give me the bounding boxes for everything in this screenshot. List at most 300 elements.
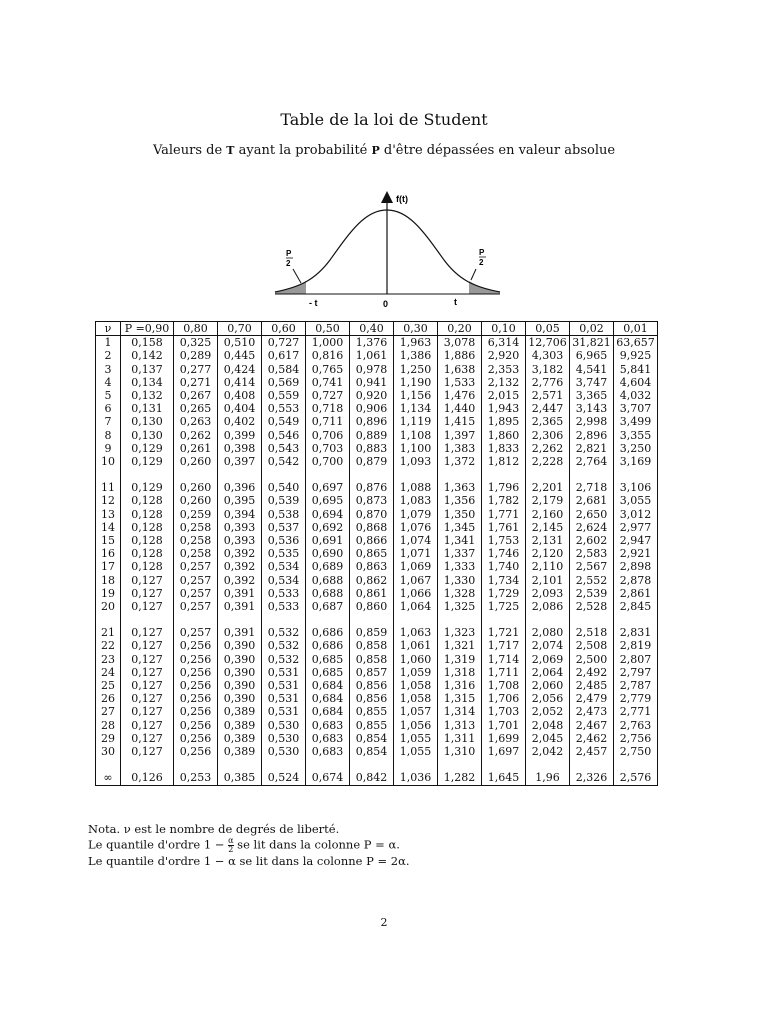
- value-cell: 0,127: [121, 626, 174, 639]
- value-cell: 0,127: [121, 653, 174, 666]
- value-cell: 2,262: [526, 442, 570, 455]
- value-cell: 0,861: [350, 587, 394, 600]
- spacer-cell: [121, 468, 174, 481]
- spacer-cell: [350, 758, 394, 771]
- value-cell: 0,865: [350, 547, 394, 560]
- value-cell: 0,510: [218, 336, 262, 350]
- value-cell: 0,530: [262, 732, 306, 745]
- value-cell: 0,685: [306, 666, 350, 679]
- value-cell: 0,531: [262, 692, 306, 705]
- value-cell: 0,854: [350, 732, 394, 745]
- spacer-cell: [262, 468, 306, 481]
- value-cell: 0,684: [306, 679, 350, 692]
- value-cell: 0,978: [350, 363, 394, 376]
- dof-cell: 30: [96, 745, 121, 758]
- table-row: [96, 415, 658, 428]
- value-cell: 1,066: [394, 587, 438, 600]
- student-density-figure: [270, 188, 505, 310]
- value-cell: 4,303: [526, 349, 570, 362]
- value-cell: 1,638: [438, 363, 482, 376]
- value-cell: 2,462: [570, 732, 614, 745]
- value-cell: 0,584: [262, 363, 306, 376]
- dof-cell: 25: [96, 679, 121, 692]
- value-cell: 0,402: [218, 415, 262, 428]
- value-cell: 2,764: [570, 455, 614, 468]
- value-cell: 0,399: [218, 429, 262, 442]
- spacer-cell: [614, 613, 658, 626]
- value-cell: 0,127: [121, 666, 174, 679]
- dof-cell: 12: [96, 494, 121, 507]
- value-cell: 1,440: [438, 402, 482, 415]
- value-cell: 1,708: [482, 679, 526, 692]
- value-cell: 0,542: [262, 455, 306, 468]
- value-cell: 0,879: [350, 455, 394, 468]
- value-cell: 2,624: [570, 521, 614, 534]
- value-cell: 0,862: [350, 574, 394, 587]
- value-cell: 3,078: [438, 336, 482, 350]
- neg-t-label: - t: [309, 298, 318, 308]
- value-cell: 0,127: [121, 587, 174, 600]
- table-row: [96, 349, 658, 362]
- table-row: [96, 719, 658, 732]
- value-cell: 1,310: [438, 745, 482, 758]
- value-cell: 1,699: [482, 732, 526, 745]
- right-tail-shade: [469, 281, 500, 294]
- value-cell: 1,313: [438, 719, 482, 732]
- value-cell: 1,386: [394, 349, 438, 362]
- value-cell: 2,861: [614, 587, 658, 600]
- value-cell: 0,263: [174, 415, 218, 428]
- value-cell: 0,534: [262, 560, 306, 573]
- value-cell: 2,132: [482, 376, 526, 389]
- spacer-cell: [96, 468, 121, 481]
- spacer-cell: [306, 468, 350, 481]
- value-cell: 0,559: [262, 389, 306, 402]
- table-spacer-row: [96, 613, 658, 626]
- dof-cell: 13: [96, 508, 121, 521]
- value-cell: 31,821: [570, 336, 614, 350]
- dof-cell: 29: [96, 732, 121, 745]
- value-cell: 0,536: [262, 534, 306, 547]
- value-cell: 2,179: [526, 494, 570, 507]
- value-cell: 2,508: [570, 639, 614, 652]
- value-cell: 0,128: [121, 521, 174, 534]
- value-cell: 3,707: [614, 402, 658, 415]
- value-cell: 1,345: [438, 521, 482, 534]
- value-cell: 0,855: [350, 719, 394, 732]
- value-cell: 2,650: [570, 508, 614, 521]
- value-cell: 2,921: [614, 547, 658, 560]
- dof-cell: 11: [96, 481, 121, 494]
- value-cell: 1,093: [394, 455, 438, 468]
- column-header: 0,40: [350, 322, 394, 336]
- value-cell: 2,228: [526, 455, 570, 468]
- value-cell: 1,701: [482, 719, 526, 732]
- value-cell: 0,532: [262, 639, 306, 652]
- zero-label: 0: [383, 299, 389, 309]
- value-cell: 0,262: [174, 429, 218, 442]
- value-cell: 2,110: [526, 560, 570, 573]
- value-cell: 2,750: [614, 745, 658, 758]
- value-cell: 0,414: [218, 376, 262, 389]
- value-cell: 0,259: [174, 508, 218, 521]
- value-cell: 0,390: [218, 666, 262, 679]
- value-cell: 0,691: [306, 534, 350, 547]
- value-cell: 2,045: [526, 732, 570, 745]
- value-cell: 2,201: [526, 481, 570, 494]
- value-cell: 1,321: [438, 639, 482, 652]
- value-cell: 0,127: [121, 692, 174, 705]
- value-cell: 3,355: [614, 429, 658, 442]
- spacer-cell: [614, 468, 658, 481]
- table-row: [96, 732, 658, 745]
- subtitle-prefix: Valeurs de: [152, 143, 227, 158]
- table-body: [96, 336, 658, 785]
- value-cell: 1,059: [394, 666, 438, 679]
- value-cell: 1,761: [482, 521, 526, 534]
- value-cell: 0,130: [121, 415, 174, 428]
- value-cell: 0,684: [306, 705, 350, 718]
- value-cell: 0,896: [350, 415, 394, 428]
- value-cell: 1,064: [394, 600, 438, 613]
- spacer-cell: [570, 613, 614, 626]
- value-cell: 2,479: [570, 692, 614, 705]
- value-cell: 0,686: [306, 626, 350, 639]
- value-cell: 0,727: [262, 336, 306, 350]
- dof-cell: 18: [96, 574, 121, 587]
- table-row: [96, 587, 658, 600]
- value-cell: 0,271: [174, 376, 218, 389]
- value-cell: 2,101: [526, 574, 570, 587]
- value-cell: 3,365: [570, 389, 614, 402]
- column-header: 0,01: [614, 322, 658, 336]
- value-cell: 2,771: [614, 705, 658, 718]
- value-cell: 0,260: [174, 455, 218, 468]
- spacer-cell: [438, 613, 482, 626]
- value-cell: 0,532: [262, 653, 306, 666]
- value-cell: 1,060: [394, 653, 438, 666]
- value-cell: 0,257: [174, 626, 218, 639]
- value-cell: 0,393: [218, 534, 262, 547]
- spacer-cell: [218, 613, 262, 626]
- value-cell: 0,390: [218, 653, 262, 666]
- value-cell: 1,963: [394, 336, 438, 350]
- value-cell: 3,012: [614, 508, 658, 521]
- right-two-label: 2: [479, 258, 484, 267]
- value-cell: 1,061: [350, 349, 394, 362]
- value-cell: 0,688: [306, 587, 350, 600]
- dof-cell: 1: [96, 336, 121, 350]
- value-cell: 1,703: [482, 705, 526, 718]
- value-cell: 0,256: [174, 666, 218, 679]
- value-cell: 2,898: [614, 560, 658, 573]
- value-cell: 0,870: [350, 508, 394, 521]
- value-cell: 1,314: [438, 705, 482, 718]
- dof-cell: 21: [96, 626, 121, 639]
- value-cell: 2,552: [570, 574, 614, 587]
- value-cell: 3,169: [614, 455, 658, 468]
- value-cell: 1,476: [438, 389, 482, 402]
- value-cell: 4,541: [570, 363, 614, 376]
- spacer-cell: [570, 468, 614, 481]
- value-cell: 0,256: [174, 705, 218, 718]
- dof-cell: 3: [96, 363, 121, 376]
- column-header: 0,20: [438, 322, 482, 336]
- value-cell: 2,485: [570, 679, 614, 692]
- value-cell: 0,392: [218, 547, 262, 560]
- value-cell: 1,100: [394, 442, 438, 455]
- value-cell: 0,129: [121, 455, 174, 468]
- dof-cell: 17: [96, 560, 121, 573]
- value-cell: 0,127: [121, 719, 174, 732]
- value-cell: 2,920: [482, 349, 526, 362]
- value-cell: 0,718: [306, 402, 350, 415]
- spacer-cell: [174, 758, 218, 771]
- value-cell: 0,684: [306, 692, 350, 705]
- value-cell: 1,796: [482, 481, 526, 494]
- value-cell: 0,690: [306, 547, 350, 560]
- dof-cell: 9: [96, 442, 121, 455]
- value-cell: 1,812: [482, 455, 526, 468]
- value-cell: 2,052: [526, 705, 570, 718]
- value-cell: 0,674: [306, 771, 350, 785]
- table-row: [96, 363, 658, 376]
- table-row: [96, 429, 658, 442]
- note-line-2-prefix: Le quantile d'ordre 1 −: [88, 837, 229, 852]
- value-cell: 0,265: [174, 402, 218, 415]
- value-cell: 0,685: [306, 653, 350, 666]
- dof-cell: 20: [96, 600, 121, 613]
- spacer-cell: [394, 613, 438, 626]
- value-cell: 0,137: [121, 363, 174, 376]
- dof-cell: 4: [96, 376, 121, 389]
- value-cell: 6,965: [570, 349, 614, 362]
- table-row: [96, 455, 658, 468]
- value-cell: 2,048: [526, 719, 570, 732]
- spacer-cell: [438, 758, 482, 771]
- value-cell: 0,390: [218, 639, 262, 652]
- value-cell: 0,711: [306, 415, 350, 428]
- value-cell: 2,457: [570, 745, 614, 758]
- dof-cell: 14: [96, 521, 121, 534]
- value-cell: 0,538: [262, 508, 306, 521]
- value-cell: 0,687: [306, 600, 350, 613]
- value-cell: 2,080: [526, 626, 570, 639]
- table-spacer-row: [96, 758, 658, 771]
- student-table: [95, 321, 658, 786]
- value-cell: 0,256: [174, 653, 218, 666]
- value-cell: 2,947: [614, 534, 658, 547]
- value-cell: 2,064: [526, 666, 570, 679]
- value-cell: 0,257: [174, 574, 218, 587]
- value-cell: 0,395: [218, 494, 262, 507]
- table-row: [96, 666, 658, 679]
- value-cell: 0,531: [262, 705, 306, 718]
- value-cell: 1,711: [482, 666, 526, 679]
- value-cell: 0,534: [262, 574, 306, 587]
- dof-cell: 15: [96, 534, 121, 547]
- dof-cell: 16: [96, 547, 121, 560]
- value-cell: 0,127: [121, 745, 174, 758]
- value-cell: 1,190: [394, 376, 438, 389]
- value-cell: 0,683: [306, 745, 350, 758]
- value-cell: 2,086: [526, 600, 570, 613]
- value-cell: 2,492: [570, 666, 614, 679]
- value-cell: 0,873: [350, 494, 394, 507]
- value-cell: 0,130: [121, 429, 174, 442]
- value-cell: 0,537: [262, 521, 306, 534]
- value-cell: 0,128: [121, 494, 174, 507]
- value-cell: 0,856: [350, 692, 394, 705]
- value-cell: 4,604: [614, 376, 658, 389]
- value-cell: 1,055: [394, 745, 438, 758]
- value-cell: 1,000: [306, 336, 350, 350]
- value-cell: 0,876: [350, 481, 394, 494]
- value-cell: 0,543: [262, 442, 306, 455]
- value-cell: 1,397: [438, 429, 482, 442]
- value-cell: 0,389: [218, 745, 262, 758]
- value-cell: 1,036: [394, 771, 438, 785]
- value-cell: 0,258: [174, 534, 218, 547]
- table-row: [96, 692, 658, 705]
- column-header: 0,60: [262, 322, 306, 336]
- value-cell: 0,289: [174, 349, 218, 362]
- table-row: [96, 442, 658, 455]
- value-cell: 0,258: [174, 521, 218, 534]
- value-cell: 1,376: [350, 336, 394, 350]
- value-cell: 1,782: [482, 494, 526, 507]
- value-cell: 0,261: [174, 442, 218, 455]
- value-cell: 0,256: [174, 732, 218, 745]
- value-cell: 2,878: [614, 574, 658, 587]
- value-cell: 0,689: [306, 560, 350, 573]
- value-cell: 0,127: [121, 639, 174, 652]
- value-cell: 2,756: [614, 732, 658, 745]
- page-subtitle: [0, 143, 768, 158]
- value-cell: 0,683: [306, 719, 350, 732]
- table-row: [96, 481, 658, 494]
- value-cell: 0,531: [262, 666, 306, 679]
- spacer-cell: [350, 613, 394, 626]
- table-row: [96, 494, 658, 507]
- value-cell: 2,326: [570, 771, 614, 785]
- left-p-label: P: [286, 249, 292, 258]
- value-cell: 0,530: [262, 745, 306, 758]
- value-cell: 1,383: [438, 442, 482, 455]
- spacer-cell: [96, 613, 121, 626]
- subtitle-middle: ayant la probabilité: [234, 143, 372, 158]
- value-cell: 0,392: [218, 574, 262, 587]
- value-cell: 2,896: [570, 429, 614, 442]
- spacer-cell: [121, 613, 174, 626]
- value-cell: 1,350: [438, 508, 482, 521]
- value-cell: 1,706: [482, 692, 526, 705]
- value-cell: 0,883: [350, 442, 394, 455]
- value-cell: 2,074: [526, 639, 570, 652]
- column-header: 0,70: [218, 322, 262, 336]
- spacer-cell: [526, 468, 570, 481]
- value-cell: 9,925: [614, 349, 658, 362]
- value-cell: 0,158: [121, 336, 174, 350]
- value-cell: 2,776: [526, 376, 570, 389]
- spacer-cell: [614, 758, 658, 771]
- value-cell: 5,841: [614, 363, 658, 376]
- value-cell: 2,539: [570, 587, 614, 600]
- column-header: 0,30: [394, 322, 438, 336]
- value-cell: 0,129: [121, 481, 174, 494]
- spacer-cell: [96, 758, 121, 771]
- value-cell: 2,567: [570, 560, 614, 573]
- table-row: [96, 639, 658, 652]
- value-cell: 0,127: [121, 679, 174, 692]
- value-cell: 2,145: [526, 521, 570, 534]
- value-cell: 1,734: [482, 574, 526, 587]
- column-header: 0,05: [526, 322, 570, 336]
- value-cell: 1,721: [482, 626, 526, 639]
- value-cell: 0,695: [306, 494, 350, 507]
- subtitle-suffix: d'être dépassées en valeur absolue: [379, 143, 616, 158]
- value-cell: 1,895: [482, 415, 526, 428]
- value-cell: 1,069: [394, 560, 438, 573]
- value-cell: 0,531: [262, 679, 306, 692]
- value-cell: 0,390: [218, 692, 262, 705]
- value-cell: 2,015: [482, 389, 526, 402]
- value-cell: 0,396: [218, 481, 262, 494]
- spacer-cell: [174, 468, 218, 481]
- value-cell: 0,854: [350, 745, 394, 758]
- value-cell: 1,333: [438, 560, 482, 573]
- value-cell: 0,697: [306, 481, 350, 494]
- value-cell: 0,549: [262, 415, 306, 428]
- value-cell: 0,258: [174, 547, 218, 560]
- dof-cell: 10: [96, 455, 121, 468]
- value-cell: 2,602: [570, 534, 614, 547]
- spacer-cell: [394, 468, 438, 481]
- value-cell: 0,260: [174, 481, 218, 494]
- table-row: [96, 521, 658, 534]
- value-cell: 0,397: [218, 455, 262, 468]
- value-cell: 2,160: [526, 508, 570, 521]
- table-row: [96, 600, 658, 613]
- left-two-label: 2: [286, 259, 291, 268]
- value-cell: 0,856: [350, 679, 394, 692]
- value-cell: 0,694: [306, 508, 350, 521]
- table-row: [96, 574, 658, 587]
- value-cell: 2,583: [570, 547, 614, 560]
- value-cell: 0,866: [350, 534, 394, 547]
- value-cell: 0,127: [121, 600, 174, 613]
- spacer-cell: [262, 758, 306, 771]
- value-cell: 2,093: [526, 587, 570, 600]
- value-cell: 2,998: [570, 415, 614, 428]
- value-cell: 0,389: [218, 705, 262, 718]
- value-cell: 0,256: [174, 639, 218, 652]
- student-table-container: [95, 321, 658, 786]
- value-cell: 1,055: [394, 732, 438, 745]
- value-cell: 1,96: [526, 771, 570, 785]
- table-row: [96, 508, 658, 521]
- value-cell: 1,119: [394, 415, 438, 428]
- value-cell: 0,617: [262, 349, 306, 362]
- spacer-cell: [482, 613, 526, 626]
- dof-cell: ∞: [96, 771, 121, 785]
- value-cell: 1,074: [394, 534, 438, 547]
- table-row: [96, 653, 658, 666]
- value-cell: 0,688: [306, 574, 350, 587]
- value-cell: 2,845: [614, 600, 658, 613]
- spacer-cell: [174, 613, 218, 626]
- note-line-3: Le quantile d'ordre 1 − α se lit dans la colonne P = 2α.: [88, 854, 410, 868]
